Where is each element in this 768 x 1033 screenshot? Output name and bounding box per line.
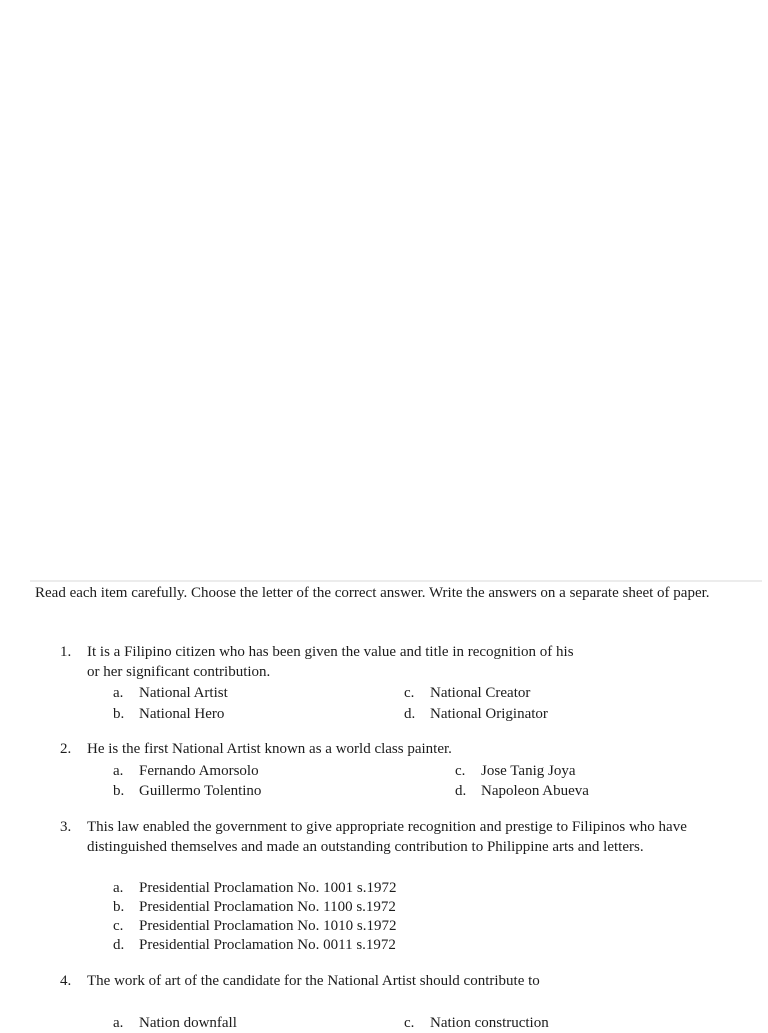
question-2-option-d: d. Napoleon Abueva [455, 783, 589, 799]
question-3-text: This law enabled the government to give appropriate recognition and prestige to Filipinos who have distinguished themselves and made an outstanding contribution to Philippine arts and letters. [87, 819, 687, 855]
question-1-option-a: a. National Artist [113, 685, 228, 701]
question-2-option-a: a. Fernando Amorsolo [113, 763, 259, 779]
question-4-option-c: c. Nation construction [404, 1015, 549, 1031]
page-divider [30, 580, 762, 582]
question-2-text: He is the first National Artist known as a world class painter. [87, 741, 452, 757]
question-1-text: It is a Filipino citizen who has been given the value and title in recognition of his or her significant contribution. [87, 644, 574, 680]
question-4-number: 4. [60, 973, 72, 989]
question-4-option-a: a. Nation downfall [113, 1015, 237, 1031]
question-1-option-d: d. National Originator [404, 706, 548, 722]
question-3-option-a: a. Presidential Proclamation No. 1001 s.1972 [113, 880, 397, 896]
question-4-text: The work of art of the candidate for the National Artist should contribute to [87, 973, 540, 989]
question-2-number: 2. [60, 741, 72, 757]
instructions: Read each item carefully. Choose the letter of the correct answer. Write the answers on a separate sheet of paper. [35, 585, 710, 601]
question-3-option-d: d. Presidential Proclamation No. 0011 s.1972 [113, 937, 396, 953]
question-3-option-c: c. Presidential Proclamation No. 1010 s.1972 [113, 918, 397, 934]
question-3-option-b: b. Presidential Proclamation No. 1100 s.1972 [113, 899, 396, 915]
question-1-option-c: c. National Creator [404, 685, 531, 701]
question-2-option-c: c. Jose Tanig Joya [455, 763, 576, 779]
question-3-number: 3. [60, 819, 72, 835]
question-1-number: 1. [60, 644, 72, 660]
question-2-option-b: b. Guillermo Tolentino [113, 783, 262, 799]
question-1-option-b: b. National Hero [113, 706, 225, 722]
